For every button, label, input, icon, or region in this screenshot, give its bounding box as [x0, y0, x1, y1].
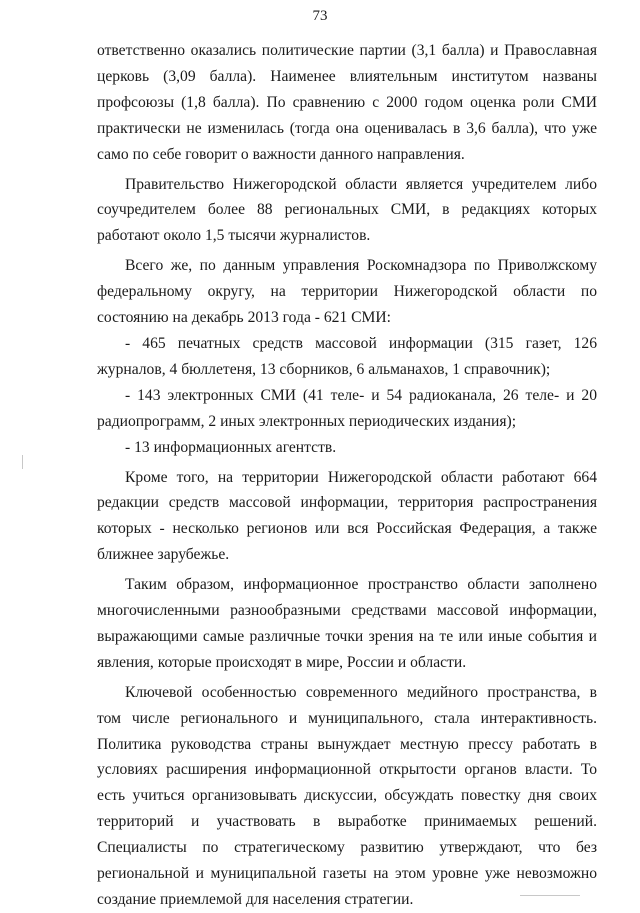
scan-mark-left: [22, 455, 23, 469]
list-item-printed-media: - 465 печатных средств массовой информации (315 газет, 126 журналов, 4 бюллетеня, 13 сборников, 6 альманахов, 1 справочник);: [97, 334, 597, 378]
paragraph-2: Правительство Нижегородской области является учредителем либо соучредителем более 88 региональных СМИ, в редакциях которых работают около 1,5 тысячи журналистов.: [97, 175, 597, 245]
paragraph-3: Всего же, по данным управления Роскомнадзора по Приволжскому федеральному округу, на территории Нижегородской области по состоянию на декабрь 2013 года - 621 СМИ:: [97, 257, 597, 327]
page-body: [97, 38, 597, 913]
list-item-electronic-media: - 143 электронных СМИ (41 теле- и 54 радиоканала, 26 теле- и 20 радиопрограмм, 2 иных электронных периодических издания);: [97, 386, 597, 430]
paragraph-9: Ключевой особенностью современного медийного пространства, в том числе регионального и муниципального, стала интерактивность. Политика руководства страны вынуждает местную прессу работать в условиях расширения информационной открытости органов власти. То есть учиться организовывать дискуссии, обсуждать повестку дня своих территорий и участвовать в выработке принимаемых решений. Специалисты по стратегическому развитию утверждают, что без региональной и муниципальной газеты на этом уровне уже невозможно создание приемлемой для населения стратегии.: [97, 683, 597, 908]
paragraph-7: Кроме того, на территории Нижегородской области работают 664 редакции средств массовой информации, территория распространения которых - несколько регионов или вся Российская Федерация, а также ближнее зарубежье.: [97, 468, 597, 564]
page-number: 73: [312, 8, 328, 24]
paragraph-1: ответственно оказались политические партии (3,1 балла) и Православная церковь (3,09 балла). Наименее влиятельным институтом названы профсоюзы (1,8 балла). По сравнению с 2000 годом оценка роли СМИ практически не изменилась (тогда она оценивалась в 3,6 балла), что уже само по себе говорит о важности данного направления.: [97, 42, 597, 163]
paragraph-8: Таким образом, информационное пространство области заполнено многочисленными разнообразными средствами массовой информации, выражающими самые различные точки зрения на те или иные события и явления, которые происходят в мире, России и области.: [97, 576, 597, 671]
scan-mark-bottom: [520, 895, 580, 896]
list-item-news-agencies: - 13 информационных агентств.: [125, 438, 337, 456]
